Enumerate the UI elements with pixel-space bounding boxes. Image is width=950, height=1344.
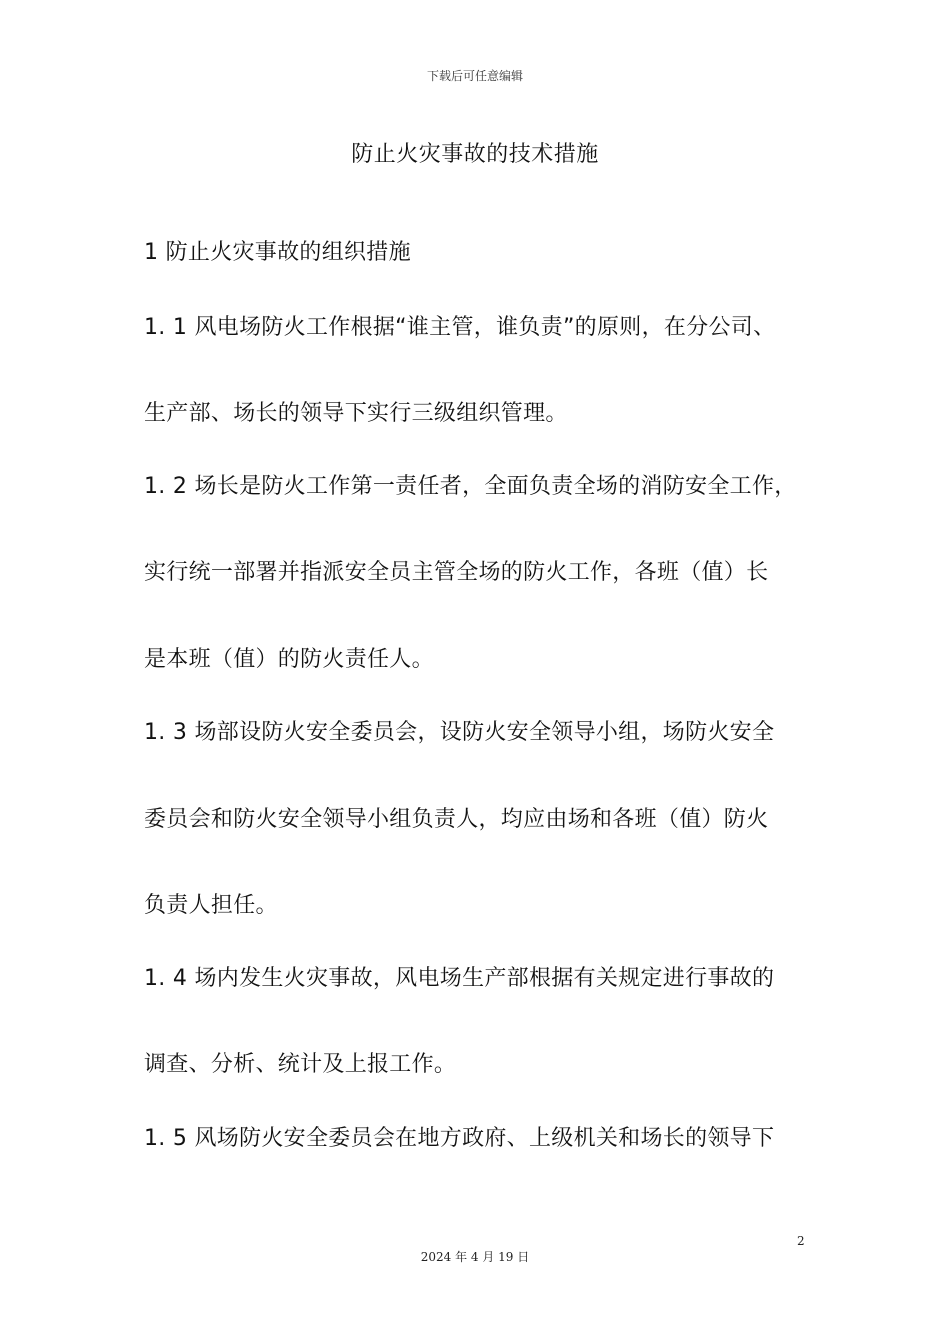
- section-heading: 1 防止火灾事故的组织措施: [144, 240, 411, 265]
- body-line: 负责人担任。: [144, 893, 278, 918]
- body-line: 调查、分析、统计及上报工作。: [144, 1052, 457, 1077]
- body-line: 是本班（值）的防火责任人。: [144, 647, 434, 672]
- document-title: 防止火灾事故的技术措施: [351, 142, 599, 167]
- page-number: 2: [797, 1234, 805, 1248]
- body-line: 1. 2 场长是防火工作第一责任者，全面负责全场的消防安全工作，: [144, 474, 797, 499]
- footer-date: 2024 年 4 月 19 日: [420, 1250, 530, 1264]
- body-line: 1. 4 场内发生火灾事故，风电场生产部根据有关规定进行事故的: [144, 966, 775, 991]
- body-line: 委员会和防火安全领导小组负责人，均应由场和各班（值）防火: [144, 807, 769, 832]
- body-line: 生产部、场长的领导下实行三级组织管理。: [144, 401, 568, 426]
- header-note: 下载后可任意编辑: [426, 69, 523, 83]
- body-line: 1. 5 风场防火安全委员会在地方政府、上级机关和场长的领导下: [144, 1126, 775, 1151]
- body-line: 1. 1 风电场防火工作根据“谁主管，谁负责”的原则，在分公司、: [144, 315, 776, 340]
- body-line: 实行统一部署并指派安全员主管全场的防火工作，各班（值）长: [144, 560, 769, 585]
- body-line: 1. 3 场部设防火安全委员会，设防火安全领导小组，场防火安全: [144, 720, 775, 745]
